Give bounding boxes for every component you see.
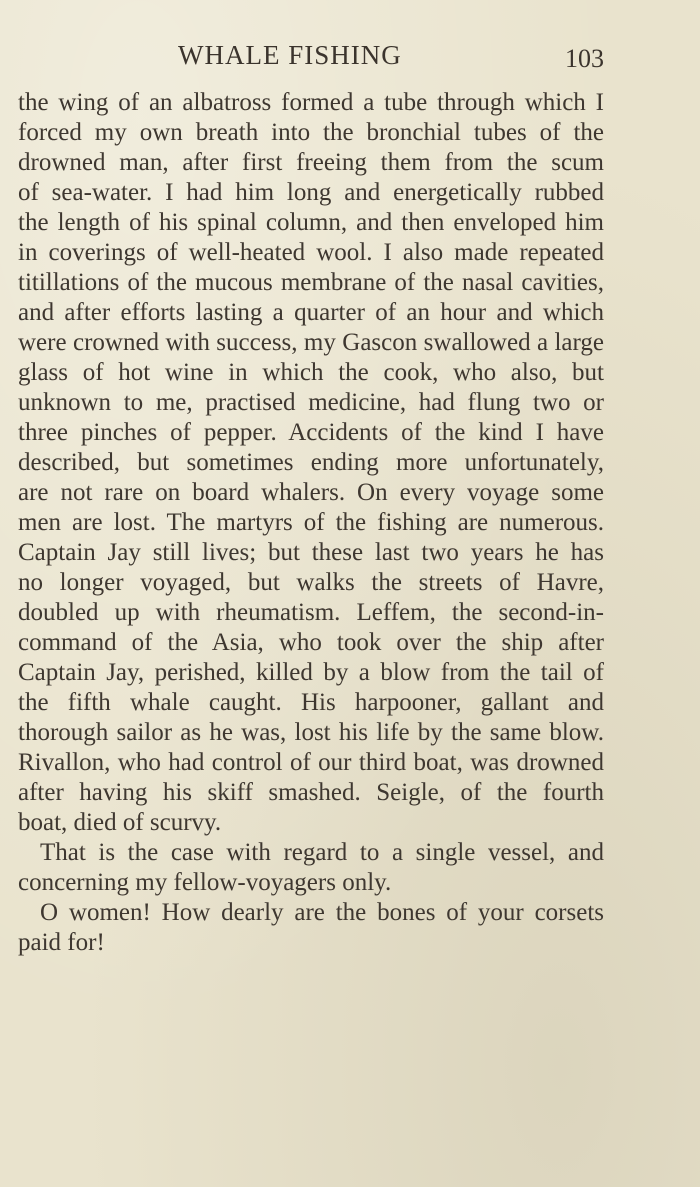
text-line: thorough sailor as he was, lost his life by the same blow. [18,719,604,746]
text-line: three pinches of pepper. Accidents of the kind I have [18,419,604,446]
page-number: 103 [565,44,604,73]
text-line: the length of his spinal column, and then enveloped him [18,209,604,236]
text-line: concerning my fellow-voyagers only. [18,869,392,896]
text-line: unknown to me, practised medicine, had flung two or [18,389,604,416]
text-line: of sea-water. I had him long and energetically rubbed [18,179,604,206]
text-line: titillations of the mucous membrane of the nasal cavities, [18,269,604,296]
text-line: in coverings of well-heated wool. I also made repeated [18,239,604,266]
text-line: forced my own breath into the bronchial tubes of the [18,119,604,146]
text-line: That is the case with regard to a single vessel, and [40,839,604,866]
running-title: WHALE FISHING [178,40,402,70]
text-line: the wing of an albatross formed a tube through which I [18,89,604,116]
text-line: paid for! [18,929,105,956]
text-line: Captain Jay still lives; but these last two years he has [18,539,604,566]
text-line: boat, died of scurvy. [18,809,222,836]
text-line: O women! How dearly are the bones of your corsets [40,899,604,926]
text-line: Captain Jay, perished, killed by a blow from the tail of [18,659,604,686]
text-line: described, but sometimes ending more unfortunately, [18,449,604,476]
running-head [18,40,604,80]
text-line: are not rare on board whalers. On every voyage some [18,479,604,506]
text-line: no longer voyaged, but walks the streets of Havre, [18,569,604,596]
text-line: the fifth whale caught. His harpooner, gallant and [18,689,604,716]
text-line: Rivallon, who had control of our third boat, was drowned [18,749,604,776]
text-line: men are lost. The martyrs of the fishing are numerous. [18,509,604,536]
text-line: and after efforts lasting a quarter of an hour and which [18,299,604,326]
text-line: glass of hot wine in which the cook, who also, but [18,359,604,386]
text-line: doubled up with rheumatism. Leffem, the second-in- [18,599,604,626]
text-line: command of the Asia, who took over the ship after [18,629,604,656]
text-line: drowned man, after first freeing them from the scum [18,149,604,176]
body-text [18,88,604,958]
text-line: after having his skiff smashed. Seigle, of the fourth [18,779,604,806]
text-line: were crowned with success, my Gascon swallowed a large [18,329,604,356]
